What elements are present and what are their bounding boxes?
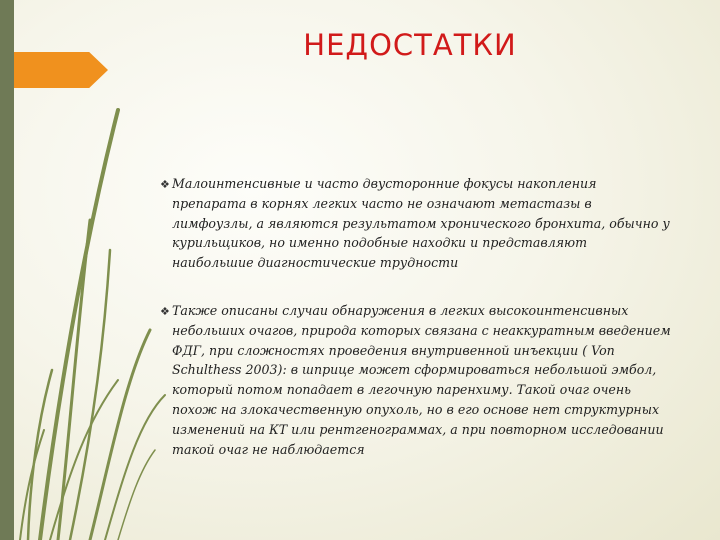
diamond-bullet-icon: ❖ <box>160 304 170 318</box>
bullet-list <box>160 174 672 487</box>
bullet-text: Также описаны случаи обнаружения в легких высокоинтенсивных небольших очагов, природа которых связана с неаккуратным введением ФДГ, при сложностях проведения внутривенной инъекции ( Von Schulthess 2003): в шприце может сформироваться небольшой эмбол, который потом попадает в легочную паренхиму. Такой очаг очень похож на злокачественную опухоль, но в его основе нет структурных изменений на КТ или рентгенограммах, а при повторном исследовании такой очаг не наблюдается <box>172 302 671 457</box>
diamond-bullet-icon: ❖ <box>160 178 170 191</box>
list-item <box>160 301 672 459</box>
title-accent-tab <box>14 52 108 88</box>
list-item <box>160 174 672 273</box>
slide-title: НЕДОСТАТКИ <box>303 28 517 62</box>
bullet-text: Малоинтенсивные и часто двусторонние фокусы накопления препарата в корнях легких часто не означают метастазы в лимфоузлы, а являются результатом хронического бронхита, обычно у курильщиков, но именно подобные находки и представляют наибольшие диагностические трудности <box>172 176 670 271</box>
